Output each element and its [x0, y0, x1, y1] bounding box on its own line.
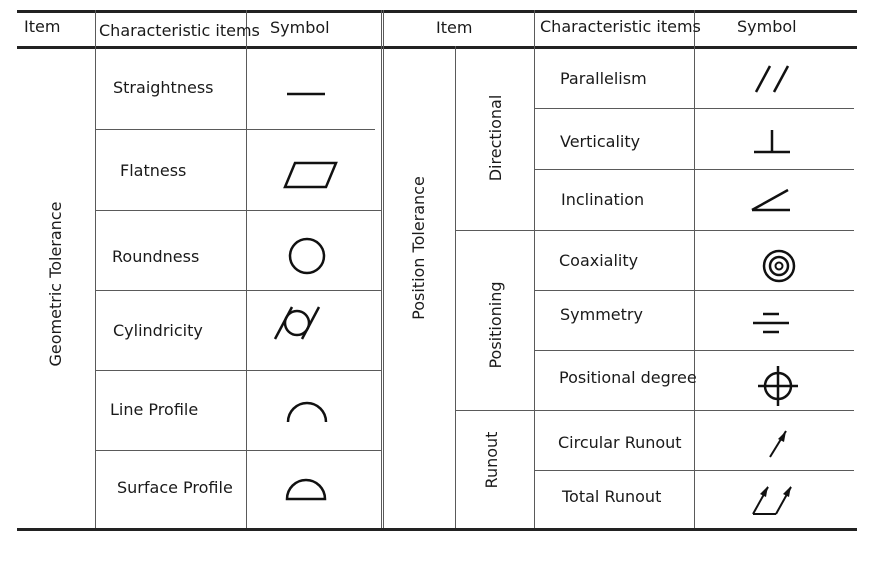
- row-divider: [96, 210, 381, 211]
- symmetry-icon: [751, 310, 791, 336]
- row-label-flatness: Flatness: [120, 161, 187, 180]
- subgroup-label-runout: Runout: [482, 431, 501, 489]
- subgroup-label-positioning: Positioning: [486, 281, 505, 369]
- cylindricity-icon: [272, 304, 322, 342]
- row-label-positional-degree: Positional degree: [559, 368, 697, 387]
- row-divider: [96, 290, 381, 291]
- subgroup-label-directional: Directional: [486, 94, 505, 182]
- position-icon: [756, 364, 800, 408]
- straightness-icon: [285, 88, 327, 100]
- row-label-roundness: Roundness: [112, 247, 200, 266]
- flatness-icon: [283, 160, 339, 190]
- row-label-line-profile: Line Profile: [110, 400, 199, 419]
- col-divider: [694, 10, 695, 528]
- row-label-circular-runout: Circular Runout: [558, 433, 682, 452]
- row-label-cylindricity: Cylindricity: [113, 321, 203, 340]
- row-label-inclination: Inclination: [561, 190, 645, 209]
- surface-profile-icon: [284, 476, 328, 502]
- col-divider: [383, 10, 384, 528]
- line-profile-icon: [285, 398, 329, 424]
- row-label-coaxiality: Coaxiality: [559, 251, 639, 270]
- angularity-icon: [748, 186, 794, 214]
- perpendicularity-icon: [752, 128, 792, 156]
- parallelism-icon: [752, 64, 794, 94]
- roundness-icon: [287, 236, 327, 276]
- row-label-straightness: Straightness: [113, 78, 214, 97]
- row-divider: [96, 450, 381, 451]
- group-label-position: Position Tolerance: [409, 176, 428, 320]
- row-label-verticality: Verticality: [560, 132, 641, 151]
- row-divider: [455, 410, 854, 411]
- col-divider: [381, 10, 382, 528]
- bottom-rule: [17, 528, 857, 531]
- row-label-total-runout: Total Runout: [562, 487, 662, 506]
- row-divider: [96, 129, 375, 130]
- col-divider: [246, 10, 247, 528]
- circular-runout-icon: [764, 428, 792, 460]
- row-divider: [96, 370, 381, 371]
- row-label-parallelism: Parallelism: [560, 69, 647, 88]
- header-item-left: Item: [24, 17, 61, 36]
- header-symbol-left: Symbol: [270, 18, 330, 37]
- col-divider: [534, 10, 535, 528]
- total-runout-icon: [750, 481, 796, 517]
- col-divider: [455, 46, 456, 528]
- header-item-right: Item: [436, 18, 473, 37]
- header-rule: [17, 46, 857, 49]
- row-label-symmetry: Symmetry: [560, 305, 643, 324]
- top-rule: [17, 10, 857, 13]
- row-label-surface-profile: Surface Profile: [117, 478, 233, 497]
- row-divider: [455, 230, 854, 231]
- group-label-geometric: Geometric Tolerance: [46, 201, 65, 367]
- coaxiality-icon: [761, 248, 797, 284]
- header-symbol-right: Symbol: [737, 17, 797, 36]
- col-divider: [95, 10, 96, 528]
- header-characteristic-right: Characteristic items: [540, 17, 701, 36]
- header-characteristic-left: Characteristic items: [99, 21, 260, 40]
